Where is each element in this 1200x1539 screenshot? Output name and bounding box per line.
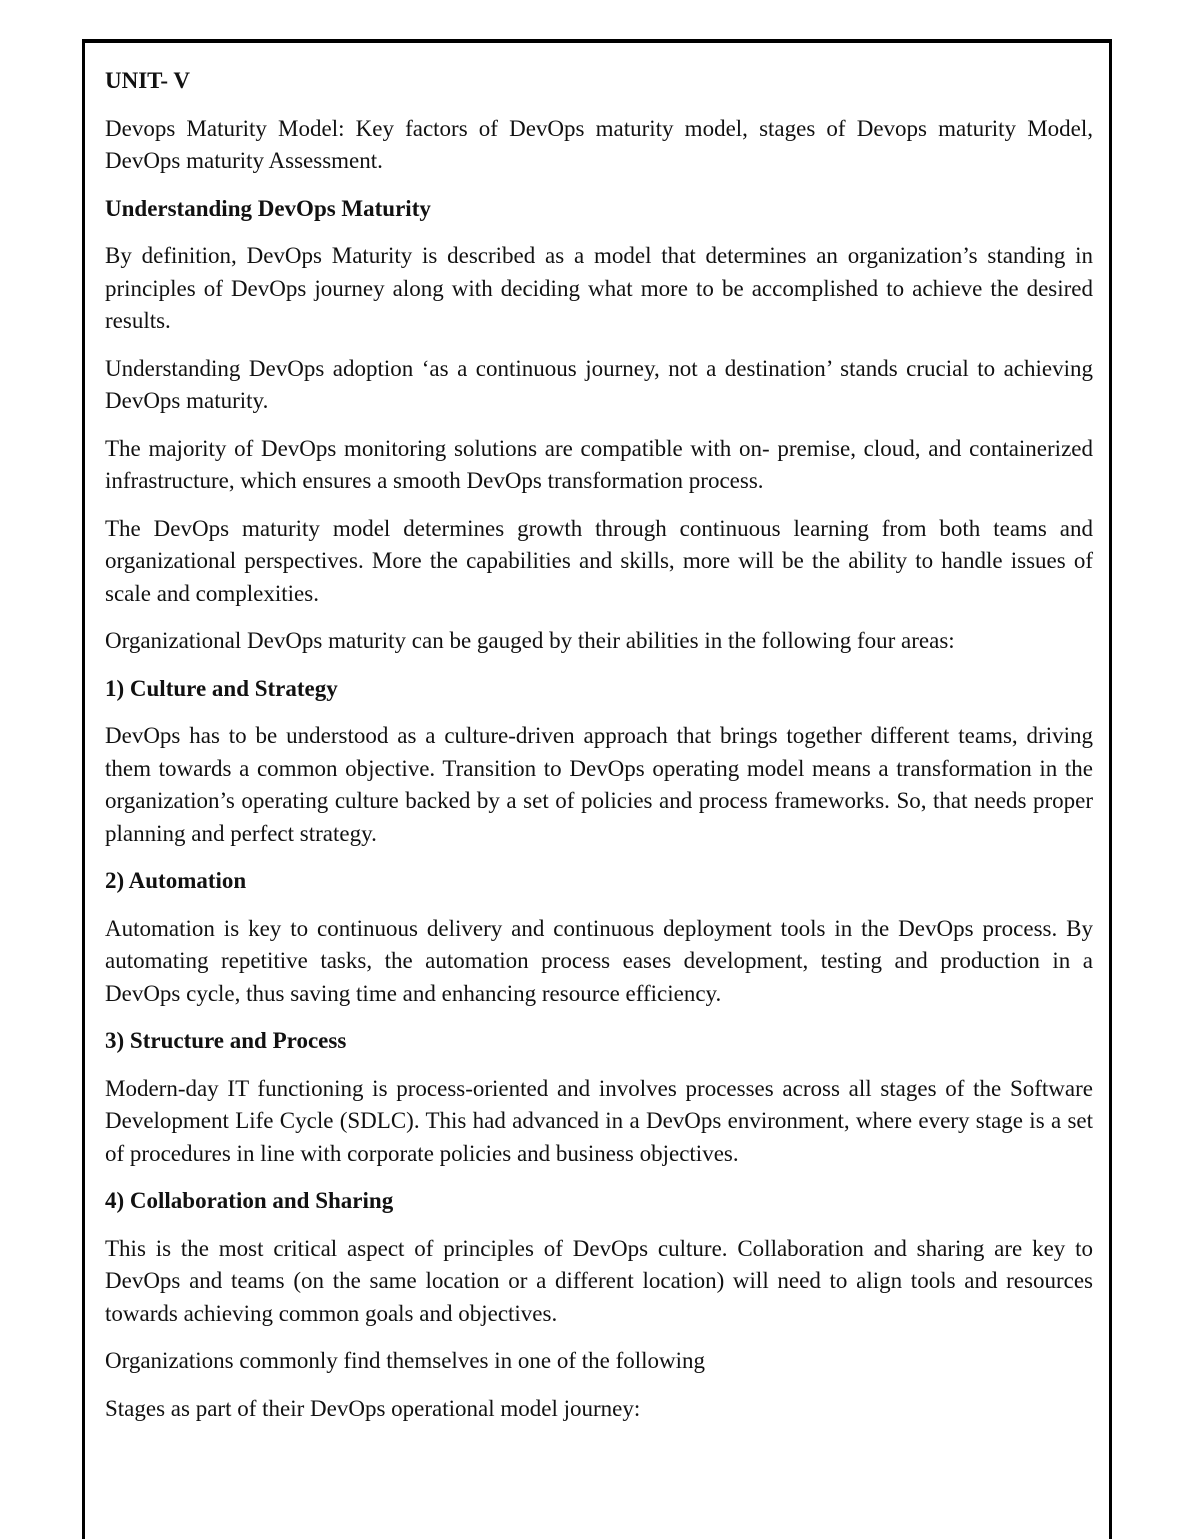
monitoring-paragraph: The majority of DevOps monitoring solutions are compatible with on- premise, cloud, and containerized infrastructure, which ensures a smooth DevOps transformation process. [105,435,1093,493]
stages-intro-paragraph: Organizations commonly find themselves in one of the following [105,1348,706,1373]
definition-paragraph: By definition, DevOps Maturity is described as a model that determines an organization’s standing in principles of DevOps journey along with deciding what more to be accomplished to achieve the desired results. [105,243,1093,333]
unit-title: UNIT- V [105,68,191,93]
section-body-collaboration: This is the most critical aspect of principles of DevOps culture. Collaboration and sharing are key to DevOps and teams (on the same location or a different location) will need to align tools and resources towards achieving common goals and objectives. [105,1235,1093,1326]
adoption-paragraph: Understanding DevOps adoption ‘as a continuous journey, not a destination’ stands crucial to achieving DevOps maturity. [105,355,1093,413]
section-body-structure: Modern-day IT functioning is process-oriented and involves processes across all stages of the Software Development Life Cycle (SDLC). This had advanced in a DevOps environment, where every stage is a set of procedures in line with corporate policies and business objectives. [105,1075,1093,1166]
growth-paragraph: The DevOps maturity model determines growth through continuous learning from both teams and organizational perspectives. More the capabilities and skills, more will be the ability to handle issues of scale and complexities. [105,515,1093,606]
section-heading-automation: 2) Automation [105,868,247,893]
section-heading-understanding: Understanding DevOps Maturity [105,195,431,221]
stages-intro-paragraph-2: Stages as part of their DevOps operational model journey: [105,1395,641,1421]
section-heading-structure: 3) Structure and Process [105,1028,347,1053]
section-heading-collaboration: 4) Collaboration and Sharing [105,1188,394,1213]
section-body-automation: Automation is key to continuous delivery and continuous deployment tools in the DevOps process. By automating repetitive tasks, the automation process eases development, testing and production in a DevOps cycle, thus saving time and enhancing resource efficiency. [105,915,1093,1006]
syllabus-paragraph: Devops Maturity Model: Key factors of DevOps maturity model, stages of Devops maturity Model, DevOps maturity Assessment. [105,115,1093,173]
section-heading-culture: 1) Culture and Strategy [105,675,338,701]
document-content [105,65,1093,1440]
areas-intro-paragraph: Organizational DevOps maturity can be gauged by their abilities in the following four areas: [105,628,955,653]
section-body-culture: DevOps has to be understood as a culture-driven approach that brings together different teams, driving them towards a common objective. Transition to DevOps operating model means a transformation in the organization’s operating culture backed by a set of policies and process frameworks. So, that needs proper planning and perfect strategy. [105,723,1093,846]
document-page [82,39,1112,1539]
